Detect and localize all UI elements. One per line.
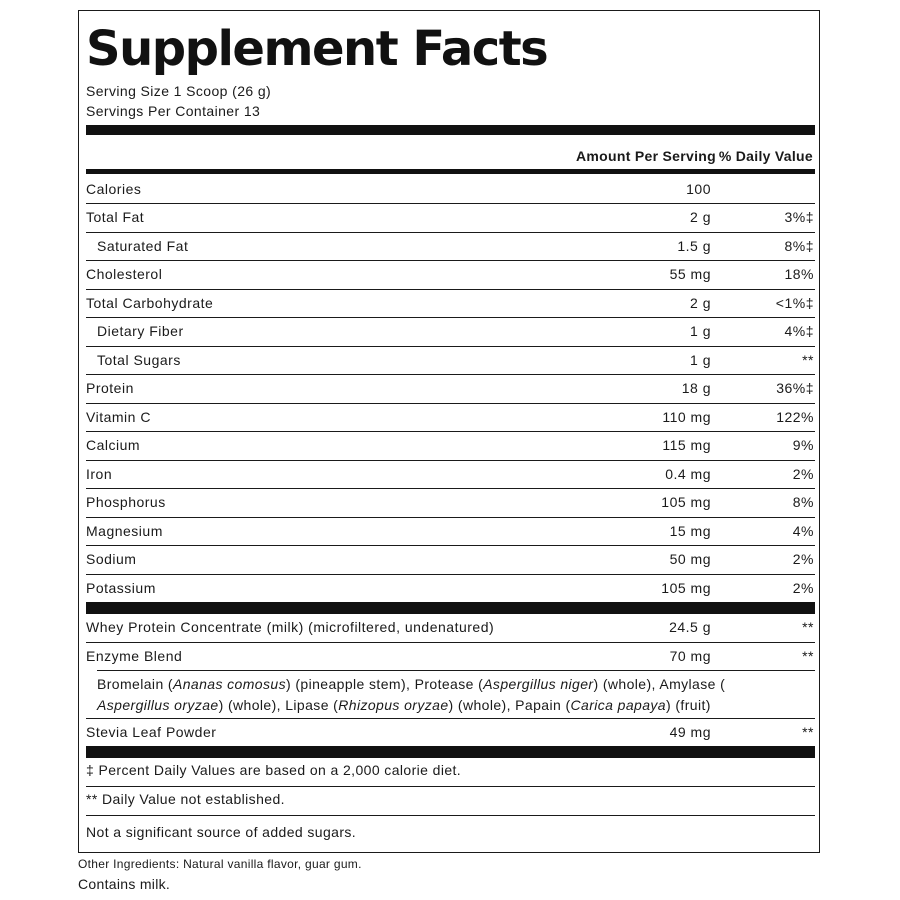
desc-text: ) (fruit)	[666, 697, 711, 713]
species-name: Carica papaya	[570, 697, 666, 713]
nutrient-name: Dietary Fiber	[97, 323, 184, 339]
nutrient-amount: 1 g	[690, 323, 711, 339]
ingredient-amount: 49 mg	[669, 724, 711, 740]
footnote-added-sugars: Not a significant source of added sugars.	[86, 824, 357, 840]
row-divider	[97, 670, 815, 671]
nutrient-name: Saturated Fat	[97, 238, 189, 254]
ingredient-dv: **	[802, 648, 814, 664]
nutrient-name: Vitamin C	[86, 409, 151, 425]
ingredient-name: Enzyme Blend	[86, 648, 183, 664]
nutrient-name: Total Sugars	[97, 352, 181, 368]
nutrient-name: Iron	[86, 466, 113, 482]
nutrient-name: Phosphorus	[86, 494, 166, 510]
nutrient-amount: 50 mg	[669, 551, 711, 567]
nutrient-name: Sodium	[86, 551, 137, 567]
nutrient-name: Potassium	[86, 580, 156, 596]
desc-text: ) (pineapple stem), Protease (	[285, 676, 484, 692]
ingredient-dv: **	[802, 619, 814, 635]
nutrient-row-calories	[86, 175, 815, 203]
desc-text: ) (whole), Amylase (	[593, 676, 726, 692]
nutrient-row-vitamin-c	[86, 403, 815, 431]
nutrient-name: Total Fat	[86, 209, 145, 225]
nutrient-name: Magnesium	[86, 523, 163, 539]
desc-text: ) (whole), Lipase (	[218, 697, 339, 713]
panel-title: Supplement Facts	[86, 21, 548, 77]
nutrient-dv: 4%‡	[784, 323, 814, 339]
thick-divider	[86, 125, 815, 135]
row-divider	[86, 786, 815, 787]
ingredient-row-whey	[86, 613, 815, 641]
nutrient-dv: 18%	[784, 266, 814, 282]
desc-text: Bromelain (	[97, 676, 173, 692]
nutrient-amount: 2 g	[690, 295, 711, 311]
nutrient-amount: 105 mg	[661, 494, 711, 510]
ingredient-name: Stevia Leaf Powder	[86, 724, 217, 740]
nutrient-amount: 15 mg	[669, 523, 711, 539]
nutrient-row-total-fat	[86, 203, 815, 231]
species-name: Aspergillus niger	[483, 676, 594, 692]
nutrient-row-protein	[86, 374, 815, 402]
nutrient-dv: 36%‡	[776, 380, 814, 396]
nutrient-row-sodium	[86, 545, 815, 573]
enzyme-blend-description	[97, 674, 813, 716]
nutrient-name: Calories	[86, 181, 142, 197]
nutrient-amount: 110 mg	[662, 409, 711, 425]
nutrient-dv: 4%	[792, 523, 814, 539]
nutrient-amount: 55 mg	[669, 266, 711, 282]
nutrient-row-calcium	[86, 431, 815, 459]
nutrient-dv: 8%‡	[784, 238, 814, 254]
header-amount: Amount Per Serving	[576, 148, 716, 164]
ingredient-name: Whey Protein Concentrate (milk) (microfiltered, undenatured)	[86, 619, 495, 635]
nutrient-dv: 8%	[792, 494, 814, 510]
nutrient-name: Calcium	[86, 437, 141, 453]
nutrient-name: Total Carbohydrate	[86, 295, 214, 311]
nutrient-dv: 2%	[792, 580, 814, 596]
header-daily-value: % Daily Value	[718, 148, 813, 164]
nutrient-dv: 3%‡	[784, 209, 814, 225]
ingredient-row-enzyme-blend	[86, 642, 815, 670]
footnote-not-established: ** Daily Value not established.	[86, 791, 285, 807]
nutrient-name: Protein	[86, 380, 134, 396]
nutrient-amount: 115 mg	[662, 437, 711, 453]
nutrient-amount: 2 g	[690, 209, 711, 225]
species-name: Rhizopus oryzae	[338, 697, 449, 713]
medium-divider	[86, 169, 815, 174]
nutrient-row-total-carbohydrate	[86, 289, 815, 317]
ingredient-amount: 24.5 g	[669, 619, 711, 635]
species-name: Ananas comosus	[172, 676, 286, 692]
nutrient-amount: 18 g	[681, 380, 711, 396]
species-name: Aspergillus oryzae	[97, 697, 219, 713]
desc-text: ) (whole), Papain (	[448, 697, 571, 713]
nutrient-row-total-sugars	[86, 346, 815, 374]
nutrient-dv: 2%	[792, 466, 814, 482]
nutrient-amount: 100	[686, 181, 711, 197]
nutrient-dv: 9%	[792, 437, 814, 453]
nutrient-row-magnesium	[86, 517, 815, 545]
ingredient-dv: **	[802, 724, 814, 740]
other-ingredients: Other Ingredients: Natural vanilla flavor, guar gum.	[78, 857, 362, 871]
nutrient-amount: 105 mg	[661, 580, 711, 596]
nutrient-dv: **	[802, 352, 814, 368]
nutrient-dv: 122%	[776, 409, 814, 425]
supplement-facts-panel	[78, 10, 820, 853]
nutrient-row-potassium	[86, 574, 815, 602]
nutrient-amount: 1 g	[690, 352, 711, 368]
thick-divider	[86, 746, 815, 758]
nutrient-row-dietary-fiber	[86, 317, 815, 345]
nutrient-amount: 1.5 g	[677, 238, 711, 254]
ingredient-amount: 70 mg	[669, 648, 711, 664]
nutrient-name: Cholesterol	[86, 266, 163, 282]
ingredient-row-stevia	[86, 718, 815, 746]
allergen-statement: Contains milk.	[78, 876, 171, 892]
nutrient-dv: <1%‡	[775, 295, 814, 311]
servings-per-container: Servings Per Container 13	[86, 103, 261, 119]
footnote-daily-values: ‡ Percent Daily Values are based on a 2,000 calorie diet.	[86, 762, 462, 778]
nutrient-row-phosphorus	[86, 488, 815, 516]
row-divider	[86, 815, 815, 816]
nutrient-amount: 0.4 mg	[665, 466, 711, 482]
serving-size: Serving Size 1 Scoop (26 g)	[86, 83, 272, 99]
nutrient-row-iron	[86, 460, 815, 488]
nutrient-row-cholesterol	[86, 260, 815, 288]
nutrient-dv: 2%	[792, 551, 814, 567]
nutrient-row-saturated-fat	[86, 232, 815, 260]
